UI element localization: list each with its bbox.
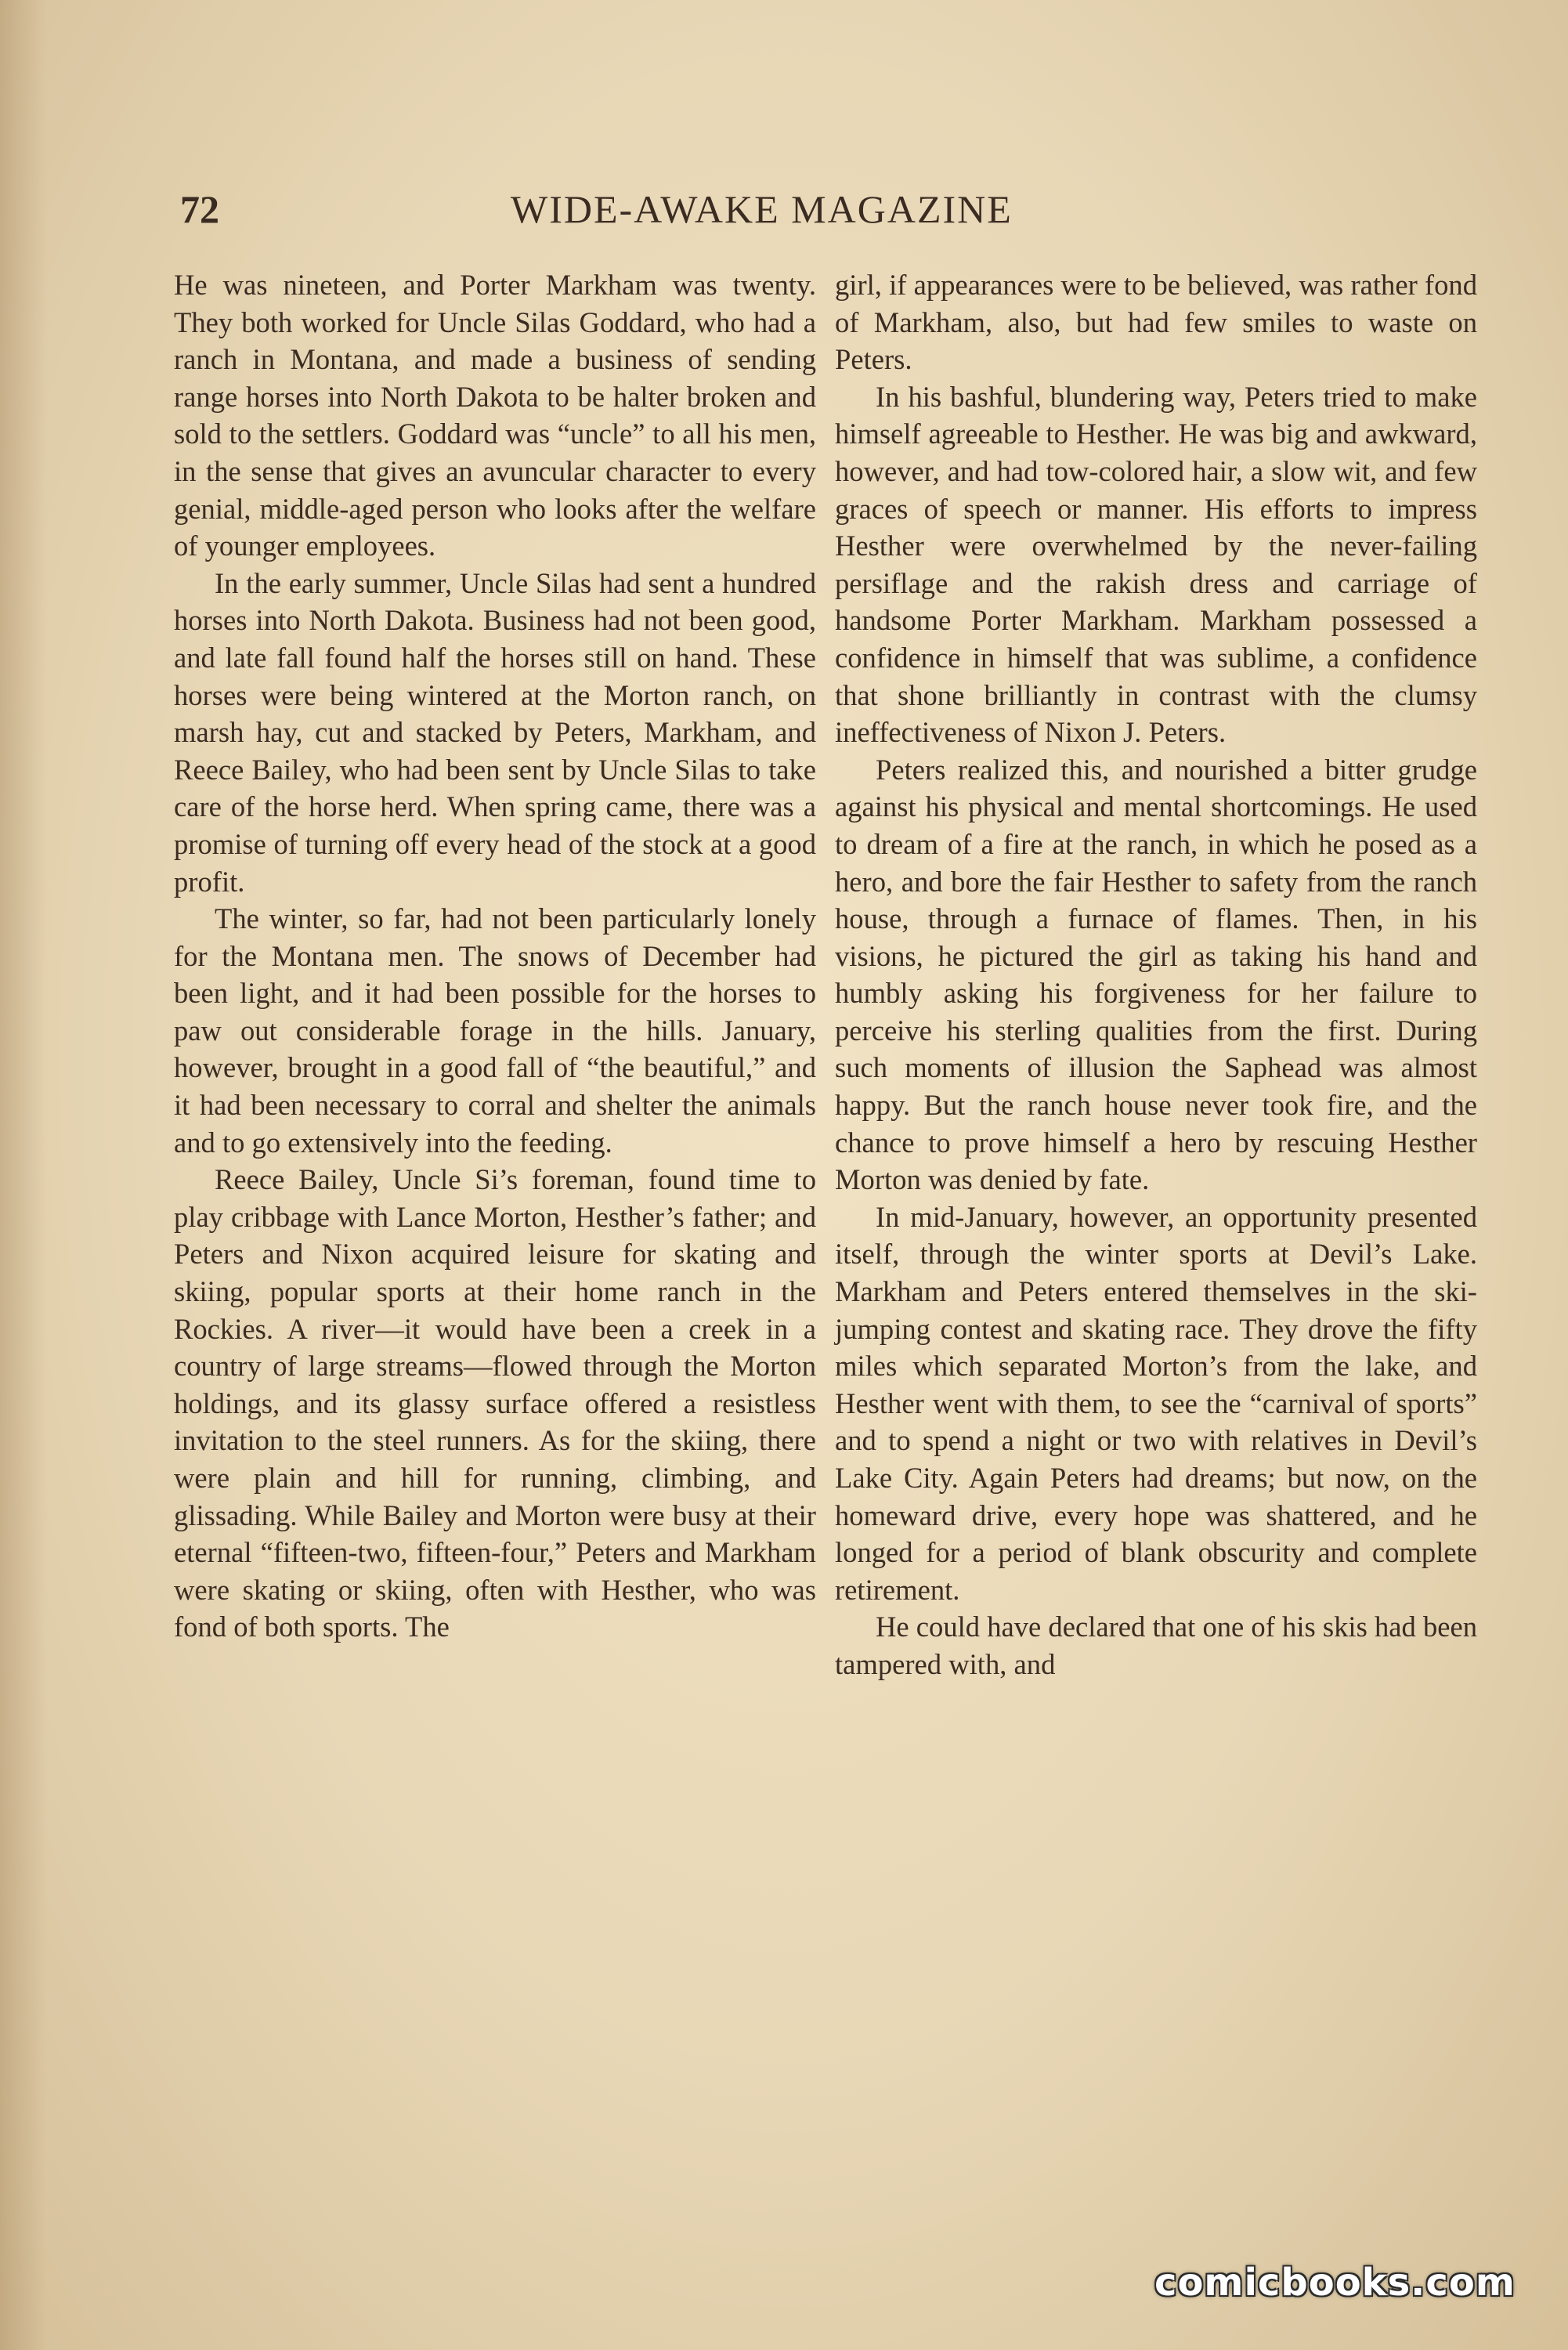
page-number: 72	[180, 187, 219, 231]
page-header	[174, 186, 1458, 241]
paragraph: In his bashful, blundering way, Peters tried to make himself agreeable to Hesther. He was big and awkward, however, and had tow-colored hair, a slow wit, and few graces of speech or manner. His efforts to impress Hesther were overwhelmed by the never-failing persiflage and the rakish dress and carriage of handsome Porter Markham. Markham possessed a confidence in himself that was sublime, a confidence that shone brilliantly in contrast with the clumsy ineffectiveness of Nixon J. Peters.	[835, 380, 1477, 749]
paragraph: Reece Bailey, Uncle Si’s foreman, found time to play cribbage with Lance Morton, Hesther’s father; and Peters and Nixon acquired leisure for skating and skiing, popular sports at their home ranch in the Rockies. A river—it would have been a creek in a country of large streams—flowed through the Morton holdings, and its glassy surface offered a resistless invitation to the steel runners. As for the skiing, there were plain and hill for running, climbing, and glissading. While Bailey and Morton were busy at their eternal “fifteen-two, fifteen-four,” Peters and Markham were skating or skiing, often with Hesther, who was fond of both sports. The	[174, 1163, 816, 1643]
watermark-logo: comicbooks.com	[1154, 2261, 1516, 2305]
binding-shadow	[0, 0, 47, 2350]
left-column	[174, 266, 816, 1646]
paragraph: The winter, so far, had not been particularly lonely for the Montana men. The snows of December had been light, and it had been possible for the horses to paw out considerable forage in the hills. January, however, brought in a good fall of “the beautiful,” and it had been necessary to corral and shelter the animals and to go extensively into the feeding.	[174, 902, 816, 1159]
paragraph: He could have declared that one of his skis had been tampered with, and	[835, 1611, 1477, 1680]
running-title: WIDE-AWAKE MAGAZINE	[511, 187, 1013, 231]
paragraph: Peters realized this, and nourished a bitter grudge against his physical and mental shortcomings. He used to dream of a fire at the ranch, in which he posed as a hero, and bore the fair Hesther to safety from the ranch house, through a furnace of flames. Then, in his visions, he pictured the girl as taking his hand and humbly asking his forgiveness for her failure to perceive his sterling qualities from the first. During such moments of illusion the Saphead was almost happy. But the ranch house never took fire, and the chance to prove himself a hero by rescuing Hesther Morton was denied by fate.	[835, 753, 1477, 1196]
paragraph: He was nineteen, and Porter Markham was twenty. They both worked for Uncle Silas Goddard, who had a ranch in Montana, and made a business of sending range horses into North Dakota to be halter broken and sold to the settlers. Goddard was “uncle” to all his men, in the sense that gives an avuncular character to every genial, middle-aged person who looks after the welfare of younger employees.	[174, 269, 816, 562]
paragraph: In the early summer, Uncle Silas had sent a hundred horses into North Dakota. Business had not been good, and late fall found half the horses still on hand. These horses were being wintered at the Morton ranch, on marsh hay, cut and stacked by Peters, Markham, and Reece Bailey, who had been sent by Uncle Silas to take care of the horse herd. When spring came, there was a promise of turning off every head of the stock at a good profit.	[174, 566, 816, 898]
paragraph: In mid-January, however, an opportunity presented itself, through the winter sports at Devil’s Lake. Markham and Peters entered themselves in the ski-jumping contest and skating race. They drove the fifty miles which separated Morton’s from the lake, and Hesther went with them, to see the “carnival of sports” and to spend a night or two with relatives in Devil’s Lake City. Again Peters had dreams; but now, on the homeward drive, every hope was shattered, and he longed for a period of blank obscurity and complete retirement.	[835, 1200, 1477, 1606]
paragraph: girl, if appearances were to be believed, was rather fond of Markham, also, but had few smiles to waste on Peters.	[835, 269, 1477, 376]
right-column	[835, 266, 1477, 1683]
